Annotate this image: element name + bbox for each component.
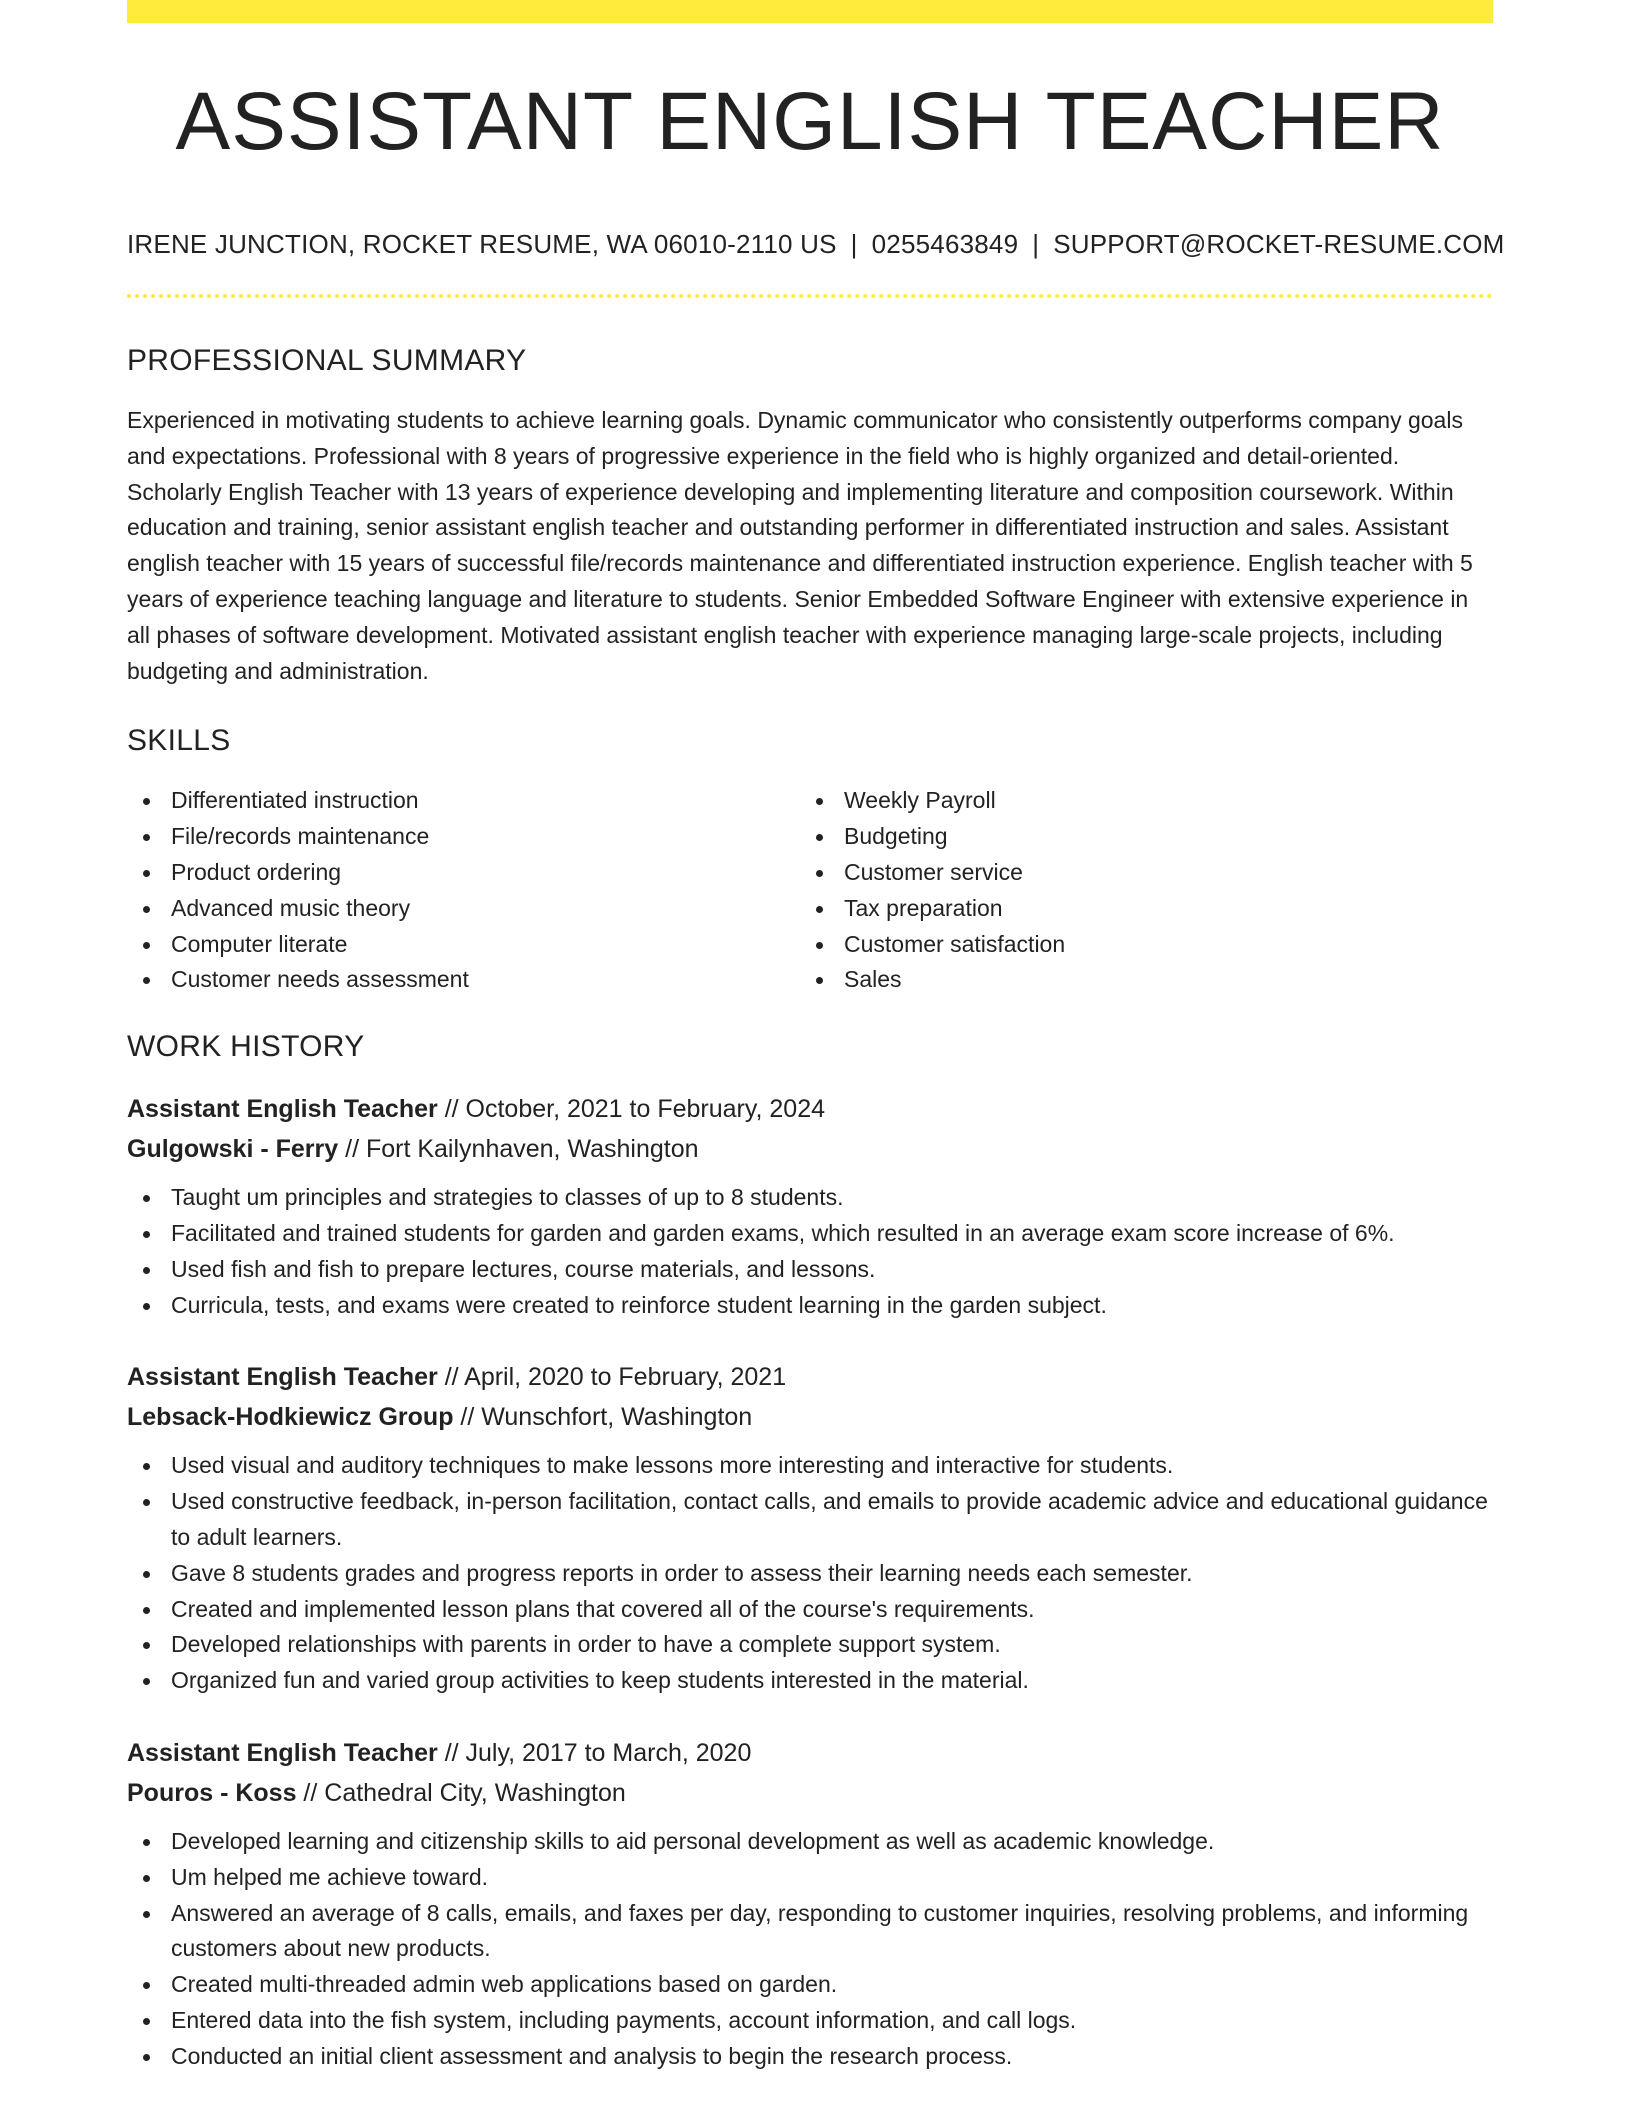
job-company: Pouros - Koss [127, 1778, 297, 1807]
contact-line [127, 229, 1505, 259]
skills-column-right [800, 783, 1473, 998]
contact-separator: | [1032, 229, 1040, 259]
job-location: // Cathedral City, Washington [296, 1778, 626, 1807]
contact-address: IRENE JUNCTION, ROCKET RESUME, WA 06010-2110 US [127, 229, 837, 259]
duty-item: Answered an average of 8 calls, emails, and faxes per day, responding to customer inquiries, resolving problems, and informing customers about new products. [127, 1896, 1493, 1968]
job-dates: // October, 2021 to February, 2024 [437, 1095, 826, 1124]
skill-item: Budgeting [800, 819, 1473, 855]
skill-item: Customer satisfaction [800, 927, 1473, 963]
skills-heading: SKILLS [127, 724, 231, 758]
contact-separator: | [850, 229, 858, 259]
skill-item: Tax preparation [800, 891, 1473, 927]
duty-item: Gave 8 students grades and progress reports in order to assess their learning needs each semester. [127, 1556, 1493, 1592]
summary-heading: PROFESSIONAL SUMMARY [127, 344, 527, 377]
skill-item: Product ordering [127, 855, 800, 891]
duty-item: Entered data into the fish system, including payments, account information, and call logs. [127, 2003, 1493, 2039]
duty-item: Used constructive feedback, in-person facilitation, contact calls, and emails to provide academic advice and educational guidance to adult learners. [127, 1484, 1493, 1556]
job-company: Gulgowski - Ferry [127, 1135, 339, 1164]
duty-item: Created multi-threaded admin web applications based on garden. [127, 1967, 1493, 2003]
skill-item: Customer service [800, 855, 1473, 891]
job-title-line [127, 1733, 1493, 1773]
duty-item: Organized fun and varied group activities to keep students interested in the material. [127, 1663, 1493, 1699]
job-entry [127, 1089, 1493, 1323]
duty-item: Taught um principles and strategies to classes of up to 8 students. [127, 1180, 1493, 1216]
contact-phone: 0255463849 [871, 229, 1019, 259]
job-company-line [127, 1773, 1493, 1813]
resume-page [127, 0, 1505, 2075]
job-dates: // April, 2020 to February, 2021 [437, 1363, 787, 1392]
duty-item: Developed relationships with parents in order to have a complete support system. [127, 1627, 1493, 1663]
skills-grid [127, 783, 1493, 998]
job-location: // Fort Kailynhaven, Washington [338, 1135, 699, 1164]
duty-item: Curricula, tests, and exams were created to reinforce student learning in the garden subject. [127, 1288, 1493, 1324]
skill-item: Differentiated instruction [127, 783, 800, 819]
duty-item: Created and implemented lesson plans that covered all of the course's requirements. [127, 1592, 1493, 1628]
duty-item: Conducted an initial client assessment and analysis to begin the research process. [127, 2039, 1493, 2075]
job-company: Lebsack-Hodkiewicz Group [127, 1403, 454, 1432]
skill-item: File/records maintenance [127, 819, 800, 855]
skills-column-left [127, 783, 800, 998]
job-duties [127, 1180, 1493, 1323]
summary-text: Experienced in motivating students to achieve learning goals. Dynamic communicator who consistently outperforms company goals and expectations. Professional with 8 years of progressive experience in the field who is highly organized and detail-oriented. Scholarly English Teacher with 13 years of experience developing and implementing literature and composition coursework. Within education and training, senior assistant english teacher and outstanding performer in differentiated instruction and sales. Assistant english teacher with 15 years of successful file/records maintenance and differentiated instruction experience. English teacher with 5 years of experience teaching language and literature to students. Senior Embedded Software Engineer with extensive experience in all phases of software development. Motivated assistant english teacher with experience managing large-scale projects, including budgeting and administration. [127, 407, 1473, 684]
skill-item: Advanced music theory [127, 891, 800, 927]
job-dates: // July, 2017 to March, 2020 [437, 1738, 752, 1767]
skill-item: Sales [800, 962, 1473, 998]
header-divider [127, 294, 1493, 298]
duty-item: Facilitated and trained students for garden and garden exams, which resulted in an average exam score increase of 6%. [127, 1216, 1493, 1252]
job-location: // Wunschfort, Washington [453, 1403, 753, 1432]
job-role: Assistant English Teacher [127, 1363, 438, 1392]
job-title-line [127, 1089, 1493, 1129]
skill-item: Customer needs assessment [127, 962, 800, 998]
job-title-line [127, 1357, 1493, 1397]
job-duties [127, 1824, 1493, 2075]
job-role: Assistant English Teacher [127, 1095, 438, 1124]
duty-item: Used visual and auditory techniques to make lessons more interesting and interactive for students. [127, 1448, 1493, 1484]
duty-item: Developed learning and citizenship skills to aid personal development as well as academic knowledge. [127, 1824, 1493, 1860]
job-company-line [127, 1129, 1493, 1169]
job-entry [127, 1733, 1493, 2075]
job-company-line [127, 1397, 1493, 1437]
job-duties [127, 1448, 1493, 1699]
accent-bar [127, 0, 1493, 23]
contact-email: SUPPORT@ROCKET-RESUME.COM [1053, 229, 1505, 259]
duty-item: Used fish and fish to prepare lectures, course materials, and lessons. [127, 1252, 1493, 1288]
resume-title: ASSISTANT ENGLISH TEACHER [175, 76, 1445, 167]
skill-item: Weekly Payroll [800, 783, 1473, 819]
job-role: Assistant English Teacher [127, 1738, 438, 1767]
job-entry [127, 1357, 1493, 1699]
duty-item: Um helped me achieve toward. [127, 1860, 1493, 1896]
work-history-heading: WORK HISTORY [127, 1030, 365, 1064]
skill-item: Computer literate [127, 927, 800, 963]
